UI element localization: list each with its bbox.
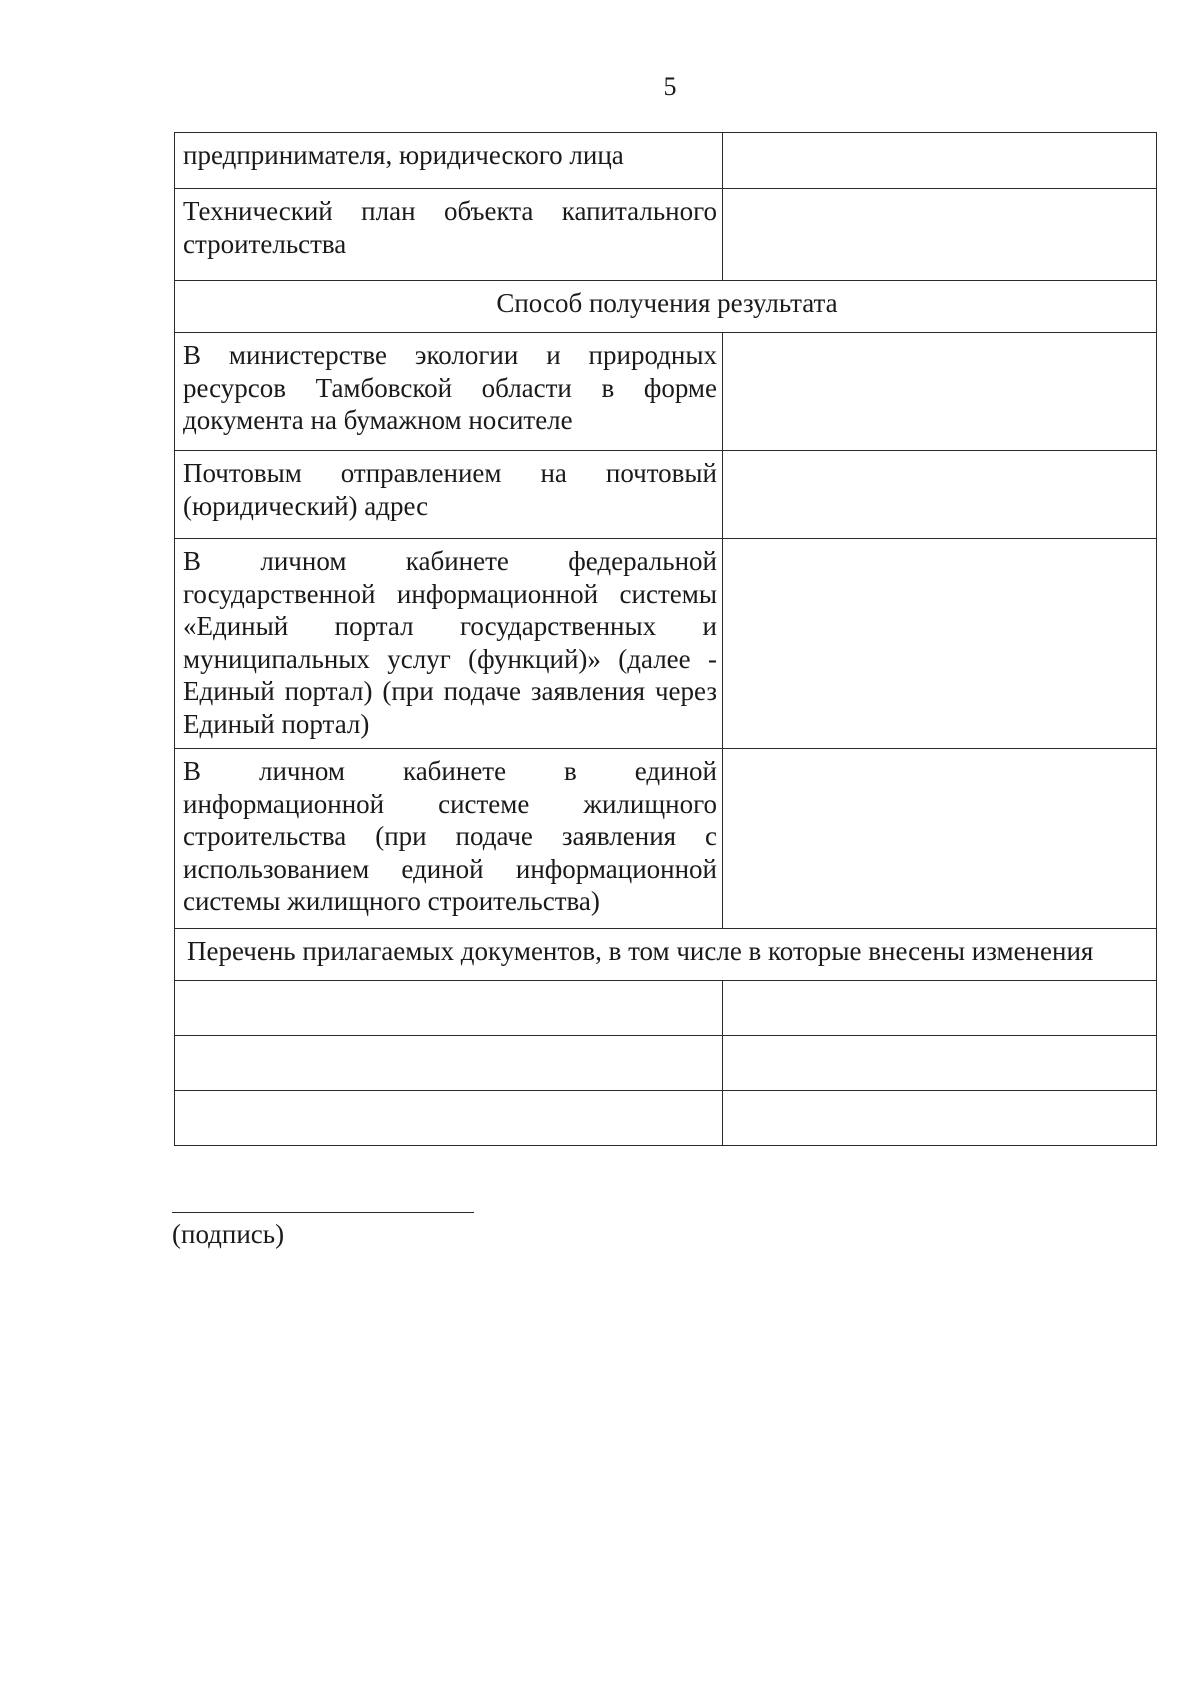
signature-caption: (подпись) (172, 1219, 285, 1249)
section-header-attached-documents (175, 929, 1157, 981)
row-value-technical-plan (723, 189, 1157, 281)
empty-cell-left-2 (175, 1036, 723, 1091)
table-row-empty-3 (175, 1091, 1157, 1146)
row-label-postal-delivery: Почтовым отправлением на почтовый (юридический) адрес (175, 451, 723, 539)
row-label-technical-plan: Технический план объекта капитального строительства (175, 189, 723, 281)
row-label-applicant-continuation: предпринимателя, юридического лица (175, 133, 723, 189)
table-row-technical-plan (175, 189, 1157, 281)
application-form-table (174, 132, 1157, 1146)
table-row-postal-delivery (175, 451, 1157, 539)
table-row-ministry-paper (175, 333, 1157, 451)
empty-cell-left-3 (175, 1091, 723, 1146)
row-value-unified-portal (723, 539, 1157, 749)
table-row-unified-portal (175, 539, 1157, 749)
table-row-housing-system (175, 749, 1157, 929)
page-number: 5 (663, 72, 677, 101)
table-row-applicant-continuation (175, 133, 1157, 189)
row-label-ministry-paper: В министерстве экологии и природных ресурсов Тамбовской области в форме документа на бумажном носителе (175, 333, 723, 451)
row-value-postal-delivery (723, 451, 1157, 539)
table-row-empty-1 (175, 981, 1157, 1036)
row-label-housing-system: В личном кабинете в единой информационной системе жилищного строительства (при подаче заявления с использованием единой информационной системы жилищного строительства) (175, 749, 723, 929)
empty-cell-left-1 (175, 981, 723, 1036)
section-title-attached-documents: Перечень прилагаемых документов, в том числе в которые внесены изменения (175, 929, 1157, 981)
signature-line (172, 1212, 474, 1213)
section-header-result-method (175, 281, 1157, 333)
empty-cell-right-3 (723, 1091, 1157, 1146)
table-row-empty-2 (175, 1036, 1157, 1091)
empty-cell-right-2 (723, 1036, 1157, 1091)
section-title-result-method: Способ получения результата (175, 281, 1157, 333)
row-label-unified-portal: В личном кабинете федеральной государственной информационной системы «Единый портал государственных и муниципальных услуг (функций)» (далее - Единый портал) (при подаче заявления через Единый портал) (175, 539, 723, 749)
empty-cell-right-1 (723, 981, 1157, 1036)
signature-block (172, 1212, 474, 1250)
row-value-housing-system (723, 749, 1157, 929)
row-value-applicant-continuation (723, 133, 1157, 189)
row-value-ministry-paper (723, 333, 1157, 451)
